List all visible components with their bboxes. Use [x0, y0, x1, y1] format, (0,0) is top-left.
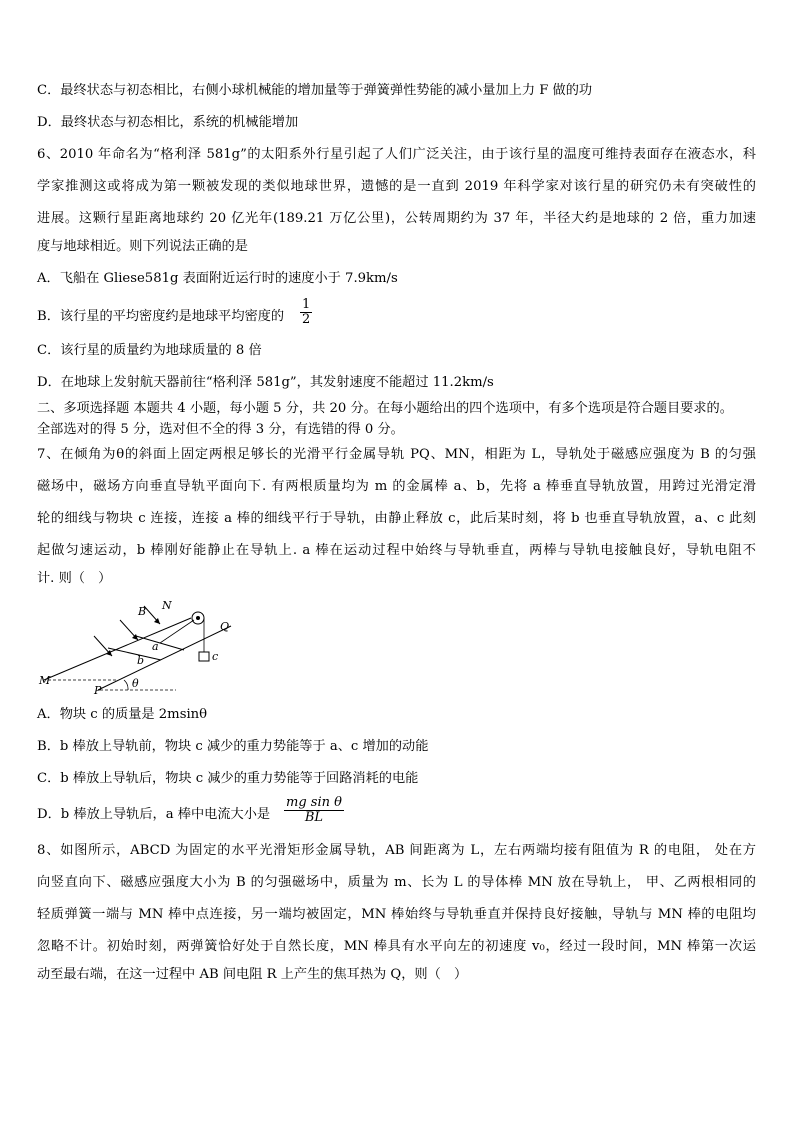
section-2-heading-line-2: 全部选对的得 5 分，选对但不全的得 3 分，有选错的得 0 分。 [37, 422, 404, 437]
question-7-line-2: 磁场中，磁场方向垂直导轨平面向下. 有两根质量均为 m 的金属棒 a、b，先将 a 棒垂直导轨放置，用跨过光滑定滑 [37, 479, 756, 494]
label-B: B [138, 605, 147, 618]
label-M: M [39, 674, 51, 687]
option-a-q6: A．飞船在 Gliese581g 表面附近运行时的速度小于 7.9km/s [37, 271, 398, 286]
option-d-q6: D．在地球上发射航天器前往“格利泽 581g”，其发射速度不能超过 11.2km/s [37, 375, 494, 390]
label-b: b [137, 654, 145, 667]
fraction-numerator: 1 [302, 297, 311, 312]
fraction-denominator: 2 [302, 312, 311, 327]
fraction-denominator: BL [304, 810, 324, 825]
question-8-line-4: 忽略不计。初始时刻，两弹簧恰好处于自然长度，MN 棒具有水平向左的初速度 v₀，经过一段时间，MN 棒第一次运 [37, 939, 756, 954]
question-7-line-5: 计. 则（ ） [37, 571, 112, 586]
option-b-q7: B．b 棒放上导轨前，物块 c 减少的重力势能等于 a、c 增加的动能 [37, 739, 429, 754]
label-N: N [162, 599, 172, 612]
rail-mn [44, 618, 191, 680]
option-c-q7: C．b 棒放上导轨后，物块 c 减少的重力势能等于回路消耗的电能 [37, 771, 419, 786]
option-c-q6: C．该行星的质量约为地球质量的 8 倍 [37, 343, 262, 358]
fraction-current [284, 796, 344, 825]
label-theta: θ [132, 677, 139, 690]
question-7-line-4: 起做匀速运动，b 棒刚好能静止在导轨上. a 棒在运动过程中始终与导轨垂直，两棒与导轨电接触良好，导轨电阻不 [37, 543, 756, 558]
option-b-q6: B．该行星的平均密度约是地球平均密度的 [37, 309, 285, 324]
pulley-axle [196, 616, 200, 620]
question-8-line-3: 轻质弹簧一端与 MN 棒中点连接，另一端均被固定，MN 棒始终与导轨垂直并保持良好接触，导轨与 MN 棒的电阻均 [37, 907, 756, 922]
question-6-line-2: 学家推测这或将成为第一颗被发现的类似地球世界，遗憾的是一直到 2019 年科学家对该行星的研究仍未有突破性的 [37, 179, 756, 194]
label-Q: Q [220, 620, 230, 633]
option-c-q5: C．最终状态与初态相比，右侧小球机械能的增加量等于弹簧弹性势能的减小量加上力 F 做的功 [37, 83, 593, 98]
question-8-line-5: 动至最右端，在这一过程中 AB 间电阻 R 上产生的焦耳热为 Q，则（ ） [37, 967, 468, 982]
fraction-one-half [300, 298, 312, 327]
label-a: a [152, 640, 159, 653]
question-6-line-4: 度与地球相近。则下列说法正确的是 [37, 239, 248, 254]
block-c [199, 652, 209, 661]
section-2-heading-line-1: 二、多项选择题 本题共 4 小题，每小题 5 分，共 20 分。在每小题给出的四个选项中，有多个选项是符合题目要求的。 [37, 401, 733, 416]
option-d-q7: D．b 棒放上导轨后，a 棒中电流大小是 [37, 807, 271, 822]
question-7-line-1: 7、在倾角为θ的斜面上固定两根足够长的光滑平行金属导轨 PQ、MN，相距为 L，导轨处于磁感应强度为 B 的匀强 [37, 447, 756, 462]
question-6-line-3: 进展。这颗行星距离地球约 20 亿光年(189.21 万亿公里)，公转周期约为 37 年，半径大约是地球的 2 倍，重力加速 [37, 211, 756, 226]
question-6-line-1: 6、2010 年命名为“格利泽 581g”的太阳系外行星引起了人们广泛关注，由于该行星的温度可维持表面存在液态水，科 [37, 147, 756, 162]
label-P: P [94, 684, 102, 697]
fraction-numerator: mg sin θ [286, 795, 342, 810]
angle-arc [124, 680, 128, 690]
option-a-q7: A．物块 c 的质量是 2msinθ [37, 707, 208, 722]
option-d-q5: D．最终状态与初态相比，系统的机械能增加 [37, 115, 299, 130]
label-c: c [212, 650, 219, 663]
question-8-line-1: 8、如图所示，ABCD 为固定的水平光滑矩形金属导轨，AB 间距离为 L，左右两端均接有阻值为 R 的电阻， 处在方 [37, 843, 756, 858]
question-8-line-2: 向竖直向下、磁感应强度大小为 B 的匀强磁场中，质量为 m、长为 L 的导体棒 MN 放在导轨上， 甲、乙两根相同的 [37, 875, 756, 890]
incline-rails-diagram [36, 598, 246, 698]
question-7-line-3: 轮的细线与物块 c 连接，连接 a 棒的细线平行于导轨，由静止释放 c，此后某时刻，将 b 也垂直导轨放置，a、c 此刻 [37, 511, 756, 526]
